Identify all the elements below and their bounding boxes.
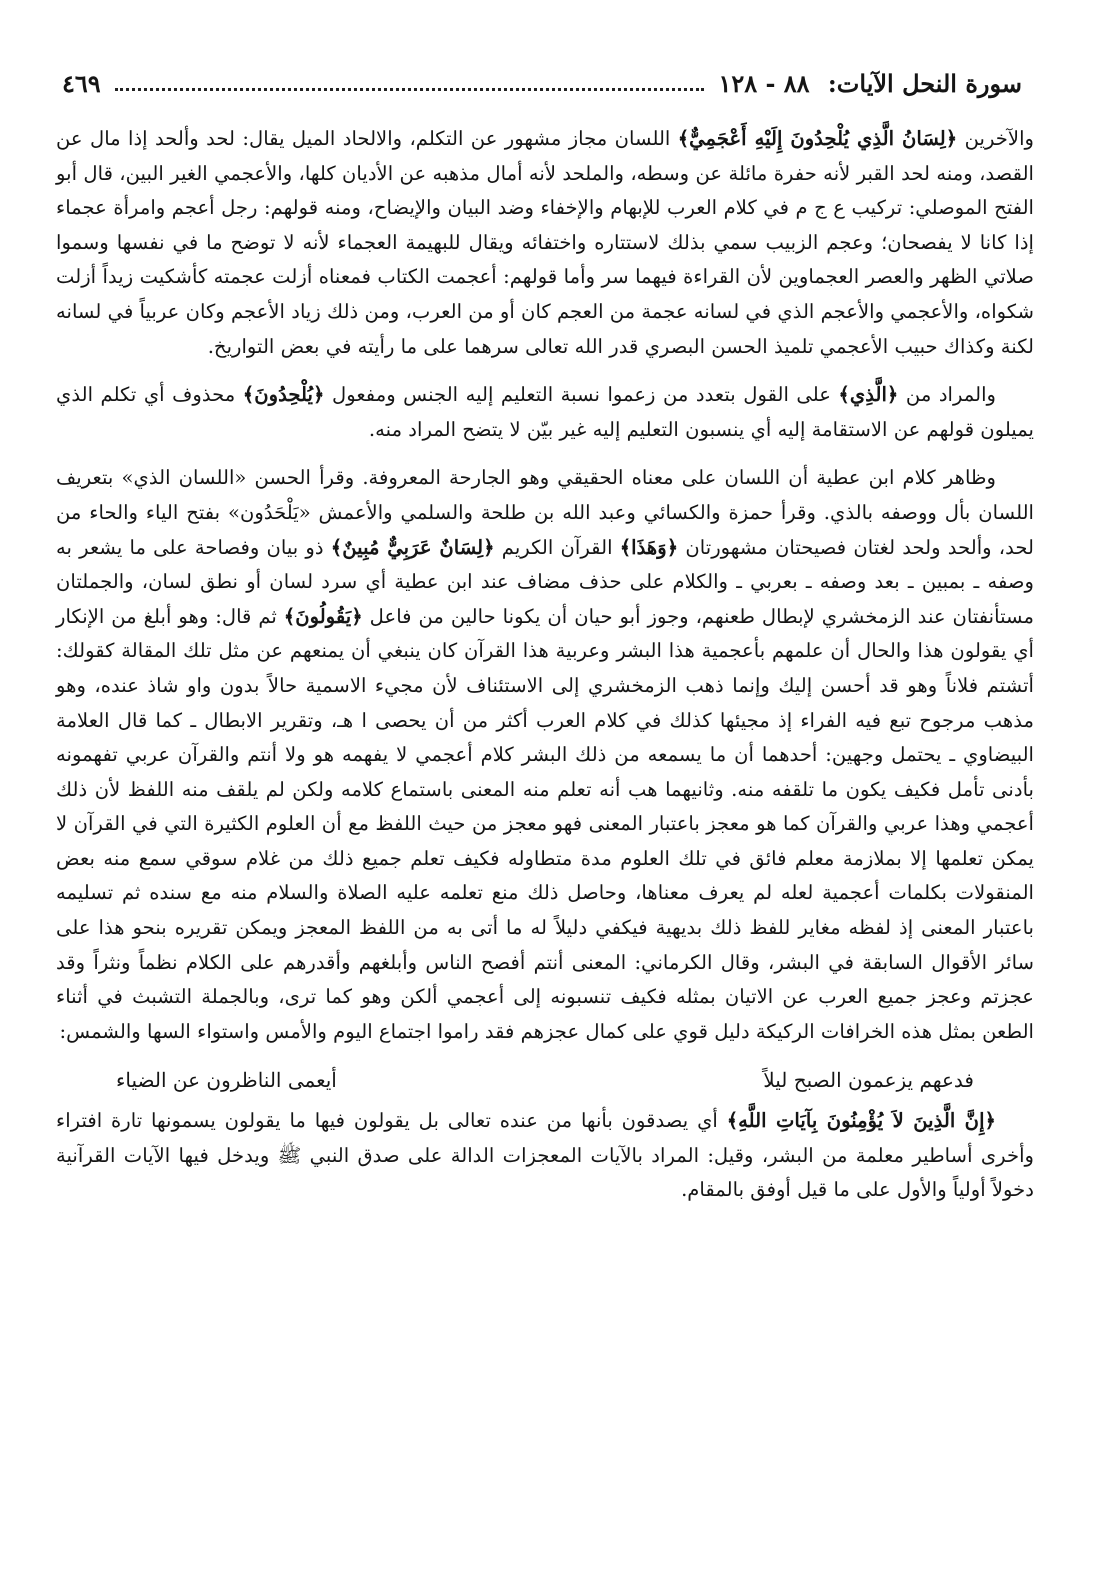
quran-quote: ﴿إِنَّ الَّذِينَ لاَ يُؤْمِنُونَ بِآيَاتِ اللَّهِ﴾ [726, 1109, 996, 1133]
commentary-text: والآخرين [957, 127, 1034, 150]
verse-range: ٨٨ - ١٢٨ [718, 68, 810, 98]
paragraph-3 [56, 461, 1034, 1049]
commentary-text: أي يصدقون بأنها من عنده تعالى بل يقولون فيها ما يقولون يسمونها تارة افتراء وأخرى أساطير معلمة من البشر، وقيل: المراد بالآيات المعجزات الدالة على صدق النبي ﷺ ويدخل فيها الآيات القرآنية دخولاً أولياً والأول على ما قيل أوفق بالمقام. [56, 1109, 1034, 1202]
running-header [62, 66, 1022, 100]
commentary-text: ثم قال: وهو أبلغ من الإنكار أي يقولون هذا والحال أن علمهم بأعجمية هذا البشر وعربية هذا القرآن كان ينبغي أن يمنعهم عن مثل تلك المقالة كقولك: أتشتم فلاناً وهو قد أحسن إليك وإنما ذهب الزمخشري إلى الاستئناف لأن مجيء الاسمية حالاً بدون واو شاذ عنده، وهو مذهب مرجوح تبع فيه الفراء إذ مجيئها كذلك في كلام العرب أكثر من أن يحصى ا هـ، وتقرير الابطال ـ كما قال العلامة البيضاوي ـ يحتمل وجهين: أحدهما أن ما يسمعه من ذلك البشر كلام أعجمي لا يفهمه هو ولا أنتم والقرآن عربي تفهمونه بأدنى تأمل فكيف يكون ما تلقفه منه. وثانيهما هب أنه تعلم منه المعنى باستماع كلامه ولكن لم يلقف منه اللفظ لأن ذلك أعجمي وهذا عربي والقرآن كما هو معجز باعتبار المعنى فهو معجز من حيث اللفظ مع أن العلوم الكثيرة التي في القرآن لا يمكن تعلمها إلا بملازمة معلم فائق في تلك العلوم مدة متطاوله فكيف تعلم جميع ذلك من غلام سوقي سمع منه بعض المنقولات بكلمات أعجمية لعله لم يعرف معناها، وحاصل ذلك منع تعلمه عليه الصلاة والسلام منه مع سنده ثم تسليمه باعتبار المعنى إذ لفظه مغاير للفظ ذلك بديهية فيكفي دليلاً له ما أتى به من اللفظ المعجز ويمكن تقريره بنحو هذا على سائر الأقوال السابقة في البشر، وقال الكرماني: المعنى أنتم أفصح الناس وأبلغهم وأقدرهم على الكلام نظماً ونثراً وقد عجزتم وعجز جميع العرب عن الاتيان بمثله فكيف تنسبونه إلى أعجمي ألكن وهو كما ترى، وبالجملة التشبث في أثناء الطعن بمثل هذه الخرافات الركيكة دليل قوي على كمال عجزهم فقد راموا اجتماع اليوم والأمس واستواء السها والشمس: [56, 604, 1034, 1043]
quran-quote: ﴿الَّذِي﴾ [838, 383, 899, 407]
quran-quote: ﴿يُلْحِدُونَ﴾ [242, 383, 325, 407]
commentary-text: اللسان مجاز مشهور عن التكلم، والالحاد الميل يقال: لحد وألحد إذا مال عن القصد، ومنه لحد القبر لأنه حفرة مائلة عن وسطه، والملحد لأنه أمال مذهبه عن الأديان كلها، والأعجمي الغير البين، قال أبو الفتح الموصلي: تركيب ع ج م في كلام العرب للإبهام والإخفاء وضد البيان والإيضاح، ومنه قولهم: رجل أعجم وامرأة عجماء إذا كانا لا يفصحان؛ وعجم الزبيب سمي بذلك لاستتاره واختفائه ويقال للبهيمة العجماء لأنه لا توضح ما في نفسها وسموا صلاتي الظهر والعصر العجماوين لأن القراءة فيهما سر وأما قولهم: أعجمت الكتاب فمعناه أزلت عجمته كأشكيت زيداً أزلت شكواه، والأعجمي والأعجم الذي في لسانه عجمة من العجم كان أو من العرب، ومن ذلك زياد الأعجم وكان عربياً في لسانه لكنة وكذاك حبيب الأعجمي تلميذ الحسن البصري قدر الله تعالى سرهما على ما رأيته في بعض التواريخ. [56, 127, 1034, 358]
quran-quote: ﴿وَهَذَا﴾ [619, 535, 679, 559]
commentary-text: وظاهر كلام ابن عطية أن اللسان على معناه الحقيقي وهو الجارحة المعروفة. وقرأ الحسن «اللسان الذي» بتعريف اللسان بأل ووصفه بالذي. وقرأ حمزة والكسائي وعبد الله بن طلحة والسلمي والأعمش «يَلْحَدُون» بفتح الياء والحاء من لحد، وألحد ولحد لغتان فصيحتان مشهورتان [56, 466, 1035, 559]
commentary-text: محذوف أي تكلم الذي يميلون قولهم عن الاستقامة إليه أي ينسبون التعليم إليه غير بيّن لا يتضح المراد منه. [56, 383, 1034, 441]
quran-quote: ﴿لِسَانُ الَّذِي يُلْحِدُونَ إِلَيْهِ أَعْجَمِيٌّ﴾ [677, 127, 958, 150]
poetry-verse [116, 1063, 974, 1098]
verse-second-hemistich: أيعمى الناظرون عن الضياء [116, 1068, 337, 1093]
surah-title [718, 69, 1022, 98]
paragraph-2 [56, 378, 1034, 447]
page-number: ٤٦٩ [62, 68, 101, 98]
paragraph-1 [56, 122, 1034, 364]
commentary-text: والمراد من [898, 383, 997, 407]
quran-quote: ﴿لِسَانٌ عَرَبِيٌّ مُبِينٌ﴾ [330, 535, 495, 559]
commentary-text: على القول بتعدد من زعموا نسبة التعليم إليه الجنس ومفعول [324, 383, 839, 407]
leader-dots [115, 88, 705, 91]
quran-quote: ﴿يَقُولُونَ﴾ [283, 604, 363, 628]
page-body [56, 122, 1034, 1208]
paragraph-4 [56, 1104, 1034, 1208]
verse-first-hemistich: فدعهم يزعمون الصبح ليلاً [763, 1068, 974, 1093]
commentary-text: القرآن الكريم [494, 535, 620, 559]
commentary-text: ذو بيان وفصاحة على ما يشعر به وصفه ـ بمبين ـ بعد وصفه ـ بعربي ـ والكلام على حذف مضاف عند ابن عطية أي سرد لسان أو نطق لسان، والجملتان مستأنفتان عند الزمخشري لإبطال طعنهم، وجوز أبو حيان أن يكونا حالين من فاعل [56, 535, 1034, 628]
surah-name: سورة النحل الآيات: [827, 68, 1022, 98]
